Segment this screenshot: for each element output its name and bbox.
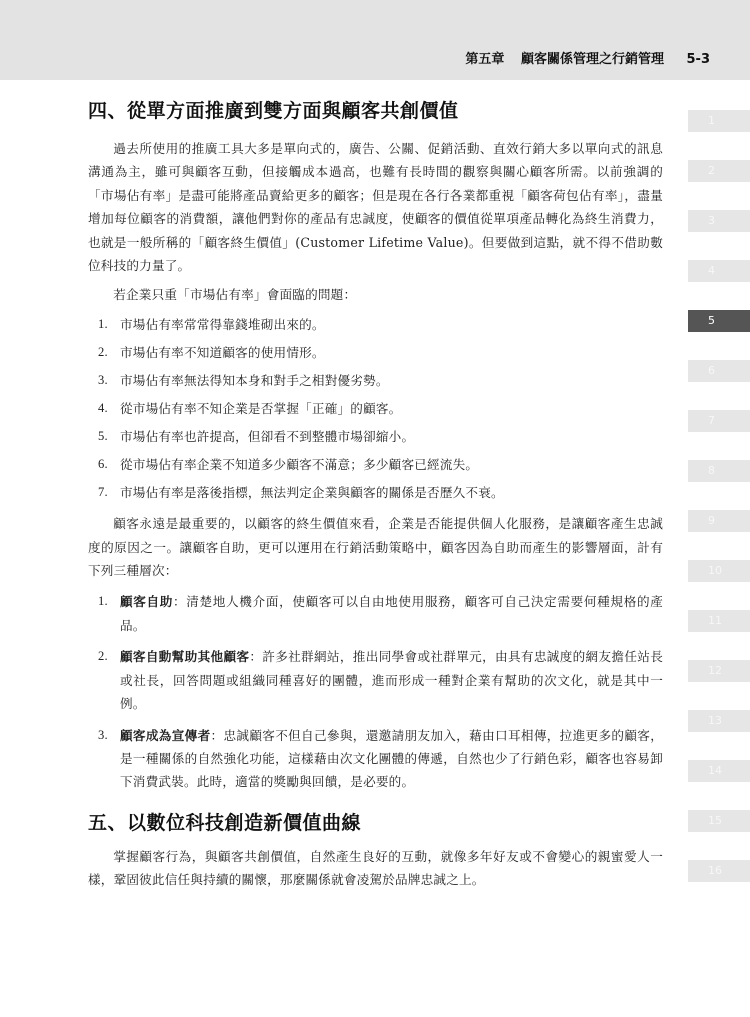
- list-number: 3.: [98, 727, 108, 742]
- problem-item: [88, 341, 663, 364]
- section-4-heading: 四、從單方面推廣到雙方面與顧客共創價值: [88, 100, 459, 122]
- running-header: [465, 48, 710, 67]
- list-number: 5.: [98, 428, 108, 443]
- problem-item: [88, 453, 663, 476]
- level-description: ：清楚地人機介面，使顧客可以自由地使用服務，顧客可自己決定需要何種規格的產品。: [120, 594, 663, 633]
- problem-text: 市場佔有率不知道顧客的使用情形。: [120, 344, 325, 360]
- section-4-paragraph-2: 若企業只重「市場佔有率」會面臨的問題：: [113, 287, 357, 303]
- levels-list: [88, 590, 663, 793]
- level-term: 顧客自助: [120, 594, 174, 610]
- chapter-title: 顧客關係管理之行銷管理: [520, 52, 664, 67]
- problems-list: [88, 313, 663, 504]
- list-number: 2.: [98, 649, 108, 664]
- level-description: ：許多社群網站，推出同學會或社群單元，由具有忠誠度的網友擔任站長或社長，回答問題或組織同種喜好的團體，進而形成一種對企業有幫助的次文化，就是其中一例。: [120, 649, 664, 712]
- level-term: 顧客自動幫助其他顧客: [120, 649, 250, 665]
- section-4-paragraph-1: 過去所使用的推廣工具大多是單向式的，廣告、公關、促銷活動、直效行銷大多以單向式的訊息溝通為主，雖可與顧客互動，但接觸成本過高，也難有長時間的觀察與關心顧客所需。以前強調的「市場佔有率」是盡可能將產品賣給更多的顧客；但是現在各行各業都重視「顧客荷包佔有率」，盡量增加每位顧客的消費額，讓他們對你的產品有忠誠度，使顧客的價值從單項產品轉化為終生消費力，也就是一般所稱的「顧客終生價值」(Customer Lifetime Value)。但要做到這點，就不得不借助數位科技的力量了。: [88, 141, 663, 274]
- problem-item: [88, 397, 663, 420]
- chapter-tab-9: 9: [688, 510, 750, 532]
- chapter-label: 第五章: [465, 52, 505, 67]
- chapter-tab-10: 10: [688, 560, 750, 582]
- chapter-tab-13: 13: [688, 710, 750, 732]
- page-header: [0, 0, 750, 80]
- list-number: 4.: [98, 400, 108, 415]
- section-5-heading: 五、以數位科技創造新價值曲線: [88, 811, 362, 834]
- level-item: [88, 724, 663, 794]
- problem-item: [88, 369, 663, 392]
- chapter-tab-2: 2: [688, 160, 750, 182]
- chapter-tab-14: 14: [688, 760, 750, 782]
- list-number: 7.: [98, 484, 108, 499]
- chapter-tab-8: 8: [688, 460, 750, 482]
- page-content: [88, 96, 663, 892]
- page-number: 5-3: [686, 52, 710, 67]
- problem-text: 從市場佔有率企業不知道多少顧客不滿意；多少顧客已經流失。: [120, 456, 479, 472]
- chapter-tab-15: 15: [688, 810, 750, 832]
- list-number: 1.: [98, 594, 108, 609]
- section-5-paragraph-1: 掌握顧客行為，與顧客共創價值，自然產生良好的互動，就像多年好友或不會變心的親蜜愛人一樣，鞏固彼此信任與持續的關懷，那麼關係就會凌駕於品牌忠誠之上。: [88, 848, 663, 888]
- chapter-tab-6: 6: [688, 360, 750, 382]
- list-number: 2.: [98, 344, 108, 359]
- problem-text: 市場佔有率是落後指標，無法判定企業與顧客的關係是否歷久不衰。: [120, 484, 504, 500]
- chapter-tab-11: 11: [688, 610, 750, 632]
- problem-item: [88, 481, 663, 504]
- level-item: [88, 645, 663, 715]
- problem-item: [88, 425, 663, 448]
- list-number: 1.: [98, 316, 108, 331]
- problem-text: 市場佔有率常常得靠錢堆砌出來的。: [120, 316, 325, 332]
- chapter-tab-5: 5: [688, 310, 750, 332]
- level-term: 顧客成為宣傳者: [120, 727, 211, 743]
- problem-text: 市場佔有率也許提高，但卻看不到整體市場卻縮小。: [120, 428, 415, 444]
- chapter-tab-1: 1: [688, 110, 750, 132]
- level-description: ：忠誠顧客不但自己參與，還邀請朋友加入，藉由口耳相傳，拉進更多的顧客，是一種關係的自然強化功能，這樣藉由次文化團體的傳遞，自然也少了行銷色彩，顧客也容易卸下消費武裝。此時，適當的獎勵與回饋，是必要的。: [120, 727, 664, 790]
- list-number: 3.: [98, 372, 108, 387]
- section-4-paragraph-3: 顧客永遠是最重要的，以顧客的終生價值來看，企業是否能提供個人化服務，是讓顧客產生忠誠度的原因之一。讓顧客自助，更可以運用在行銷活動策略中，顧客因為自助而產生的影響層面，計有下列三種層次：: [88, 516, 663, 579]
- chapter-tab-7: 7: [688, 410, 750, 432]
- list-number: 6.: [98, 456, 108, 471]
- level-item: [88, 590, 663, 637]
- problem-text: 從市場佔有率不知企業是否掌握「正確」的顧客。: [120, 400, 402, 416]
- chapter-tab-4: 4: [688, 260, 750, 282]
- problem-text: 市場佔有率無法得知本身和對手之相對優劣勢。: [120, 372, 389, 388]
- problem-item: [88, 313, 663, 336]
- chapter-tab-12: 12: [688, 660, 750, 682]
- chapter-tab-16: 16: [688, 860, 750, 882]
- chapter-tab-3: 3: [688, 210, 750, 232]
